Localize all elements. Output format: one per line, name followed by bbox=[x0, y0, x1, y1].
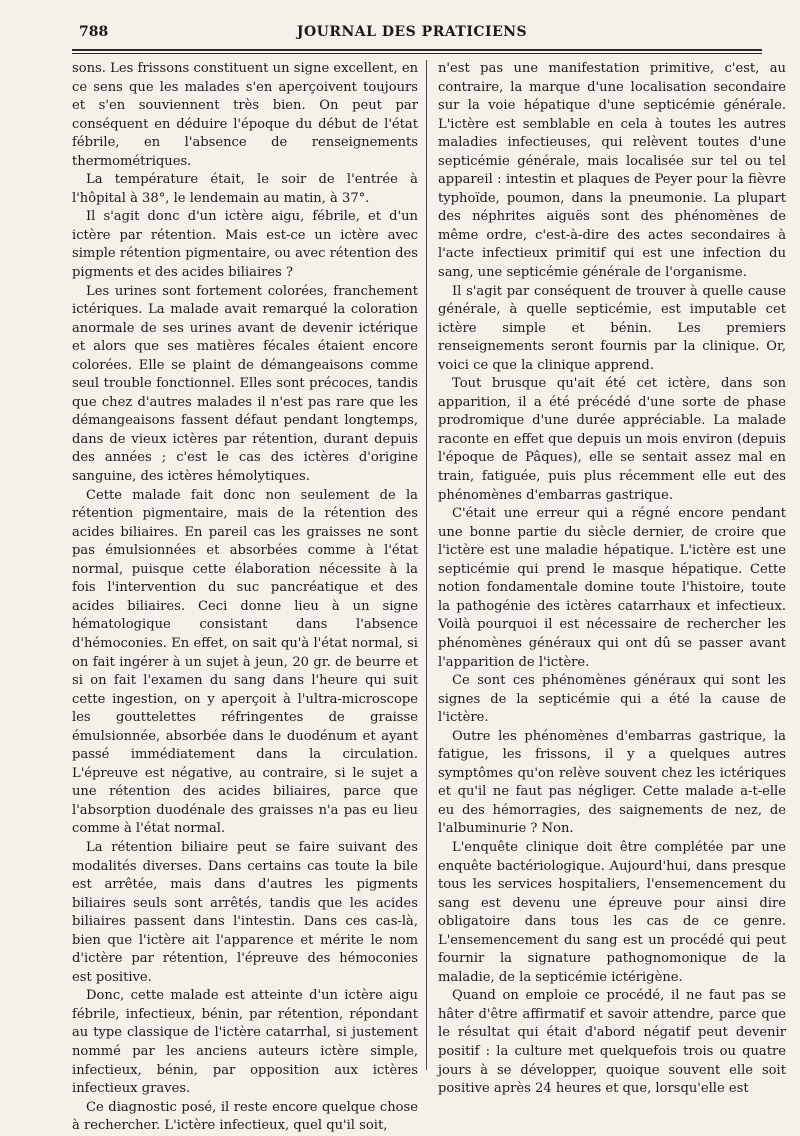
page-header bbox=[62, 22, 762, 46]
paragraph: Tout brusque qu'ait été cet ictère, dans son apparition, il a été précédé d'une sorte de phase prodromique d'une durée appréciable. La malade raconte en effet que depuis un mois environ (depuis l'époque de Pâques), elle se sentait assez mal en train, fatiguée, puis plus récemment elle eut des phénomènes d'embarras gastrique. bbox=[438, 376, 786, 503]
paragraph: L'enquête clinique doit être complétée par une enquête bactériologique. Aujourd'hui, dans presque tous les services hospitaliers, l'ensemencement du sang est devenu une épreuve pour ainsi dire obligatoire dans tous les cas de ce genre. L'ensemencement du sang est un procédé qui peut fournir la signature pathognomonique de la maladie, de la septicémie ictérigène. bbox=[438, 839, 786, 985]
paragraph: La rétention biliaire peut se faire suivant des modalités diverses. Dans certains cas toute la bile est arrêtée, mais dans d'autres les pigments biliaires seuls sont arrêtés, tandis que les acides biliaires passent dans l'intestin. Dans ces cas-là, bien que l'ictère ait l'apparence et mérite le nom d'ictère par rétention, l'épreuve des hémoconies est positive. bbox=[72, 839, 418, 985]
paragraph: Les urines sont fortement colorées, franchement ictériques. La malade avait remarqué la coloration anormale de ses urines avant de devenir ictérique et alors que ses matières fécales étaient encore colorées. Elle se plaint de démangeaisons comme seul trouble fonctionnel. Elles sont précoces, tandis que chez d'autres malades il n'est pas rare que les démangeaisons fassent défaut pendant longtemps, dans de vieux ictères par rétention, durant depuis des années ; c'est le cas des ictères d'origine sanguine, des ictères hémolytiques. bbox=[72, 283, 418, 485]
left-column bbox=[72, 60, 418, 1136]
header-rule bbox=[72, 49, 762, 51]
page-number: 788 bbox=[79, 24, 109, 40]
paragraph: Il s'agit par conséquent de trouver à quelle cause générale, à quelle septicémie, est imputable cet ictère simple et bénin. Les premiers renseignements seront fournis par la clinique. Or, voici ce que la clinique apprend. bbox=[438, 283, 786, 373]
header-rule-thin bbox=[72, 53, 762, 54]
column-divider bbox=[426, 60, 427, 1070]
right-column bbox=[438, 60, 786, 1099]
paragraph: Quand on emploie ce procédé, il ne faut pas se hâter d'être affirmatif et savoir attendre, parce que le résultat qui était d'abord négatif peut devenir positif : la culture met quelquefois trois ou quatre jours à se développer, quoique souvent elle soit positive après 24 heures et que, lorsqu'elle est bbox=[438, 988, 786, 1097]
paragraph: C'était une erreur qui a régné encore pendant une bonne partie du siècle dernier, de croire que l'ictère est une maladie hépatique. L'ictère est une septicémie qui prend le masque hépatique. Cette notion fondamentale domine toute l'histoire, toute la pathogénie des ictères catarrhaux et infectieux. Voilà pourquoi il est nécessaire de rechercher les phénomènes généraux qui ont dû se passer avant l'apparition de l'ictère. bbox=[438, 506, 786, 670]
paragraph: Ce diagnostic posé, il reste encore quelque chose à rechercher. L'ictère infectieux, quel qu'il soit, bbox=[72, 1099, 418, 1134]
journal-title: JOURNAL DES PRATICIENS bbox=[296, 24, 528, 40]
paragraph: n'est pas une manifestation primitive, c'est, au contraire, la marque d'une localisation secondaire sur la voie hépatique d'une septicémie générale. L'ictère est semblable en cela à toutes les autres maladies infectieuses, qui relèvent toutes d'une septicémie générale, mais localisée sur tel ou tel appareil : intestin et plaques de Peyer pour la fièvre typhoïde, poumon, dans la pneumonie. La plupart des néphrites aiguës sont des phénomènes de même ordre, c'est-à-dire des actes secondaires à l'acte infectieux primitif qui est une infection du sang, une septicémie générale de l'organisme. bbox=[438, 61, 786, 281]
paragraph: La température était, le soir de l'entrée à l'hôpital à 38°, le lendemain au matin, à 37°. bbox=[72, 172, 418, 206]
paragraph: sons. Les frissons constituent un signe excellent, en ce sens que les malades s'en aperçoivent toujours et s'en souviennent très bien. On peut par conséquent en déduire l'époque du début de l'état fébrile, en l'absence de renseignements thermométriques. bbox=[72, 61, 418, 169]
paragraph: Ce sont ces phénomènes généraux qui sont les signes de la septicémie qui a été la cause de l'ictère. bbox=[438, 673, 786, 726]
paragraph: Cette malade fait donc non seulement de la rétention pigmentaire, mais de la rétention des acides biliaires. En pareil cas les graisses ne sont pas émulsionnées et absorbées comme à l'état normal, puisque cette élaboration nécessite à la fois l'intervention du suc pancréatique et des acides biliaires. Ceci donne lieu à un signe hématologique consistant dans l'absence d'hémoconies. En effet, on sait qu'à l'état normal, si on fait ingérer à un sujet à jeun, 20 gr. de beurre et si on fait l'examen du sang dans l'heure qui suit cette ingestion, on y aperçoit à l'ultra-microscope les gouttelettes réfringentes de graisse émulsionnée, absorbée dans le duodénum et ayant passé immédiatement dans la circulation. L'épreuve est négative, au contraire, si le sujet a une rétention des acides biliaires, parce que l'absorption duodénale des graisses n'a pas eu lieu comme à l'état normal. bbox=[72, 487, 418, 837]
paragraph: Donc, cette malade est atteinte d'un ictère aigu fébrile, infectieux, bénin, par rétention, répondant au type classique de l'ictère catarrhal, si justement nommé par les anciens auteurs ictère simple, infectieux, bénin, par opposition aux ictères infectieux graves. bbox=[72, 988, 418, 1097]
paragraph: Il s'agit donc d'un ictère aigu, fébrile, et d'un ictère par rétention. Mais est-ce un ictère avec simple rétention pigmentaire, ou avec rétention des pigments et des acides biliaires ? bbox=[72, 209, 418, 281]
paragraph: Outre les phénomènes d'embarras gastrique, la fatigue, les frissons, il y a quelques autres symptômes qu'on relève souvent chez les ictériques et qu'il ne faut pas négliger. Cette malade a-t-elle eu des hémorragies, des saignements de nez, de l'albuminurie ? Non. bbox=[438, 728, 786, 837]
